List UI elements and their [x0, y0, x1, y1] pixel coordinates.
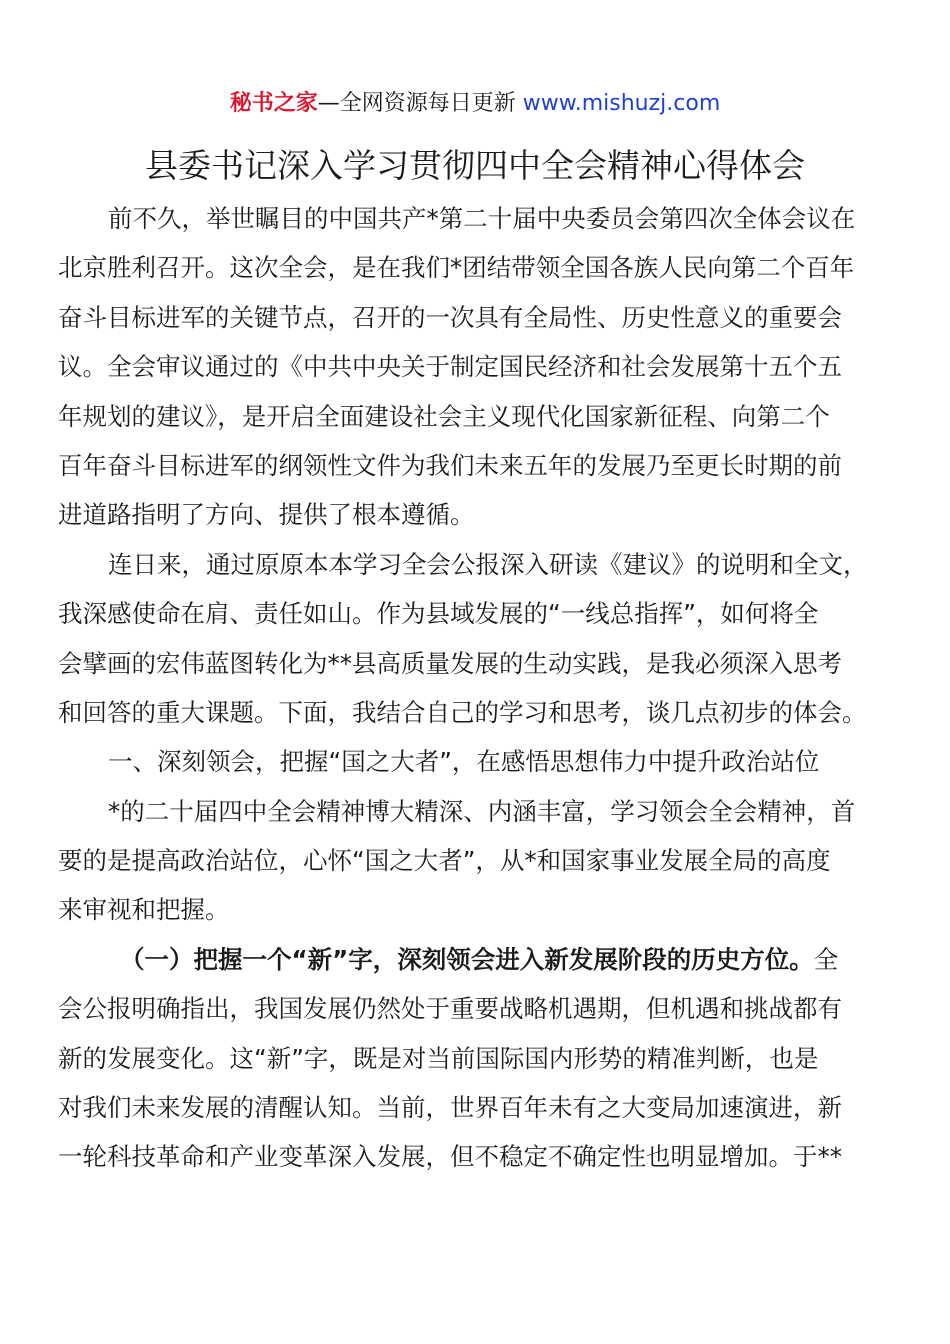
- document-title: 县委书记深入学习贯彻四中全会精神心得体会: [145, 146, 805, 185]
- text-line: 进道路指明了方向、提供了根本遵循。: [58, 500, 475, 530]
- subsection-text: 全: [813, 944, 839, 974]
- text-line: 会公报明确指出，我国发展仍然处于重要战略机遇期，但机遇和挑战都有: [58, 994, 842, 1024]
- document-body: [58, 194, 894, 1182]
- text-line: 奋斗目标进军的关键节点，召开的一次具有全局性、历史性意义的重要会: [58, 302, 842, 332]
- text-line: 议。全会审议通过的《中共中央关于制定国民经济和社会发展第十五个五: [58, 352, 842, 382]
- subsection-heading: （一）把握一个“新”字，深刻领会进入新发展阶段的历史方位。: [120, 944, 814, 974]
- header-tagline: —全网资源每日更新: [317, 91, 523, 116]
- text-line: 和回答的重大课题。下面，我结合自己的学习和思考，谈几点初步的体会。: [58, 697, 867, 727]
- site-url-link[interactable]: www.mishuzj.com: [522, 91, 721, 116]
- text-line: 前不久，举世瞩目的中国共产*第二十届中央委员会第四次全体会议在: [108, 204, 856, 233]
- text-line: 会擘画的宏伟蓝图转化为**县高质量发展的生动实践，是我必须深入思考: [58, 648, 842, 678]
- text-line: 新的发展变化。这“新”字，既是对当前国际国内形势的精准判断，也是: [58, 1043, 819, 1073]
- text-line: 对我们未来发展的清醒认知。当前，世界百年未有之大变局加速演进，新: [58, 1093, 842, 1123]
- text-line: 年规划的建议》，是开启全面建设社会主义现代化国家新征程、向第二个: [58, 401, 830, 431]
- text-line: 我深感使命在肩、责任如山。作为县域发展的“一线总指挥”，如何将全: [58, 599, 819, 629]
- section-heading: 一、深刻领会，把握“国之大者”，在感悟思想伟力中提升政治站位: [108, 747, 820, 777]
- text-line: *的二十届四中全会精神博大精深、内涵丰富，学习领会全会精神，首: [108, 796, 856, 826]
- text-line: 北京胜利召开。这次全会，是在我们*团结带领全国各族人民向第二个百年: [58, 253, 855, 283]
- text-line: 一轮科技革命和产业变革深入发展，但不稳定不确定性也明显增加。于**: [58, 1142, 842, 1172]
- text-line: 要的是提高政治站位，心怀“国之大者”，从*和国家事业发展全局的高度: [58, 846, 831, 876]
- subsection-line: [58, 935, 894, 984]
- text-line: 来审视和把握。: [58, 895, 230, 925]
- text-line: 连日来，通过原原本本学习全会公报深入研读《建议》的说明和全文，: [108, 549, 868, 579]
- site-header: [0, 88, 950, 120]
- text-line: 百年奋斗目标进军的纲领性文件为我们未来五年的发展乃至更长时期的前: [58, 450, 842, 480]
- brand-name: 秘书之家: [229, 91, 318, 116]
